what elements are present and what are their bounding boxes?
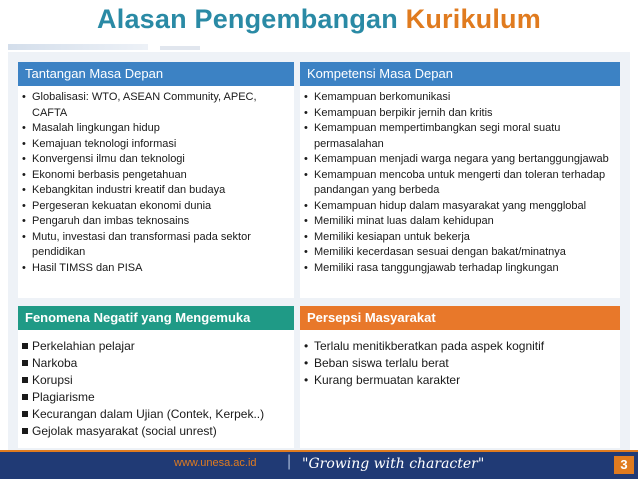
list-item: • Beban siswa terlalu berat (300, 355, 620, 372)
list-item: • Memiliki kecerdasan sesuai dengan bakat/minatnya (300, 245, 620, 261)
panel-kompetensi-header: Kompetensi Masa Depan (300, 62, 620, 86)
list-item: Plagiarisme (18, 389, 294, 406)
list-item: • Kemampuan berpikir jernih dan kritis (300, 106, 620, 122)
list-item: Perkelahian pelajar (18, 338, 294, 355)
panel-tantangan (18, 62, 294, 298)
list-item: • Kemajuan teknologi informasi (18, 137, 294, 153)
footer-tagline: "Growing with character" (302, 456, 485, 472)
list-item: Korupsi (18, 372, 294, 389)
panel-tantangan-list (18, 90, 294, 276)
list-item: • Kemampuan menjadi warga negara yang bertanggungjawab (300, 152, 620, 168)
list-item: • Memiliki minat luas dalam kehidupan (300, 214, 620, 230)
panel-fenomena (18, 306, 294, 448)
list-item: • Kebangkitan industri kreatif dan budaya (18, 183, 294, 199)
panel-fenomena-list (18, 338, 294, 440)
list-item: • Kemampuan berkomunikasi (300, 90, 620, 106)
panel-persepsi-header: Persepsi Masyarakat (300, 306, 620, 330)
list-item: • Kemampuan hidup dalam masyarakat yang mengglobal (300, 199, 620, 215)
decorative-strip-small (160, 46, 200, 50)
list-item: • Terlalu menitikberatkan pada aspek kognitif (300, 338, 620, 355)
list-item: Narkoba (18, 355, 294, 372)
page-number: 3 (614, 456, 634, 474)
list-item: • Globalisasi: WTO, ASEAN Community, APEC, CAFTA (18, 90, 294, 121)
slide-title (0, 4, 638, 35)
list-item: • Hasil TIMSS dan PISA (18, 261, 294, 277)
list-item: • Mutu, investasi dan transformasi pada sektor pendidikan (18, 230, 294, 261)
list-item: • Pergeseran kekuatan ekonomi dunia (18, 199, 294, 215)
list-item: • Masalah lingkungan hidup (18, 121, 294, 137)
list-item: • Memiliki kesiapan untuk bekerja (300, 230, 620, 246)
list-item: Kecurangan dalam Ujian (Contek, Kerpek..) (18, 406, 294, 423)
list-item: • Ekonomi berbasis pengetahuan (18, 168, 294, 184)
decorative-strip (8, 44, 148, 50)
panel-kompetensi-list (300, 90, 620, 276)
panel-persepsi (300, 306, 620, 448)
list-item: • Konvergensi ilmu dan teknologi (18, 152, 294, 168)
panel-tantangan-header: Tantangan Masa Depan (18, 62, 294, 86)
list-item: • Kurang bermuatan karakter (300, 372, 620, 389)
list-item: • Memiliki rasa tanggungjawab terhadap lingkungan (300, 261, 620, 277)
panel-kompetensi (300, 62, 620, 298)
title-accent: Kurikulum (405, 4, 541, 34)
panel-fenomena-header: Fenomena Negatif yang Mengemuka (18, 306, 294, 330)
list-item: • Kemampuan mencoba untuk mengerti dan toleran terhadap pandangan yang berbeda (300, 168, 620, 199)
panel-persepsi-list (300, 338, 620, 389)
footer-url[interactable]: www.unesa.ac.id (174, 457, 257, 469)
list-item: Gejolak masyarakat (social unrest) (18, 423, 294, 440)
title-main: Alasan Pengembangan (97, 4, 398, 34)
list-item: • Kemampuan mempertimbangkan segi moral suatu permasalahan (300, 121, 620, 152)
list-item: • Pengaruh dan imbas teknosains (18, 214, 294, 230)
footer-separator: | (287, 453, 292, 470)
